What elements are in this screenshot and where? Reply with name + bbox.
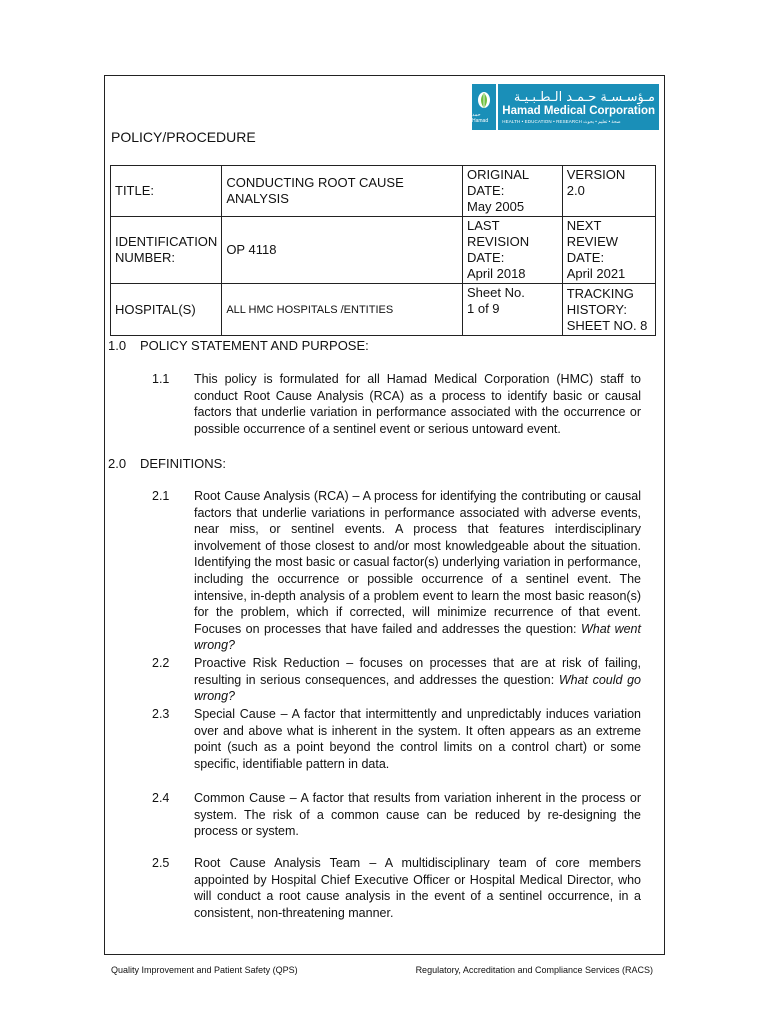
logo-tagline: HEALTH • EDUCATION • RESEARCH صحة • تعليم • بحوث <box>502 118 621 124</box>
footer-left: Quality Improvement and Patient Safety (QPS) <box>111 965 298 975</box>
section-heading-2 <box>108 456 226 471</box>
paragraph-number: 2.1 <box>152 489 170 503</box>
paragraph-2-2 <box>152 655 641 705</box>
hospital-value: ALL HMC HOSPITALS /ENTITIES <box>222 284 463 336</box>
logo-english-name: Hamad Medical Corporation <box>502 104 655 117</box>
section-heading-1 <box>108 338 369 353</box>
next-review-cell <box>562 217 655 284</box>
paragraph-text: Root Cause Analysis Team – A multidisciplinary team of core members appointed by Hospital Chief Executive Officer or Hospital Medical Director, who will conduct a root cause analysis in the event of a sentinel occurrence, in a consistent, non-threatening manner. <box>194 856 641 920</box>
section-number: 1.0 <box>108 338 127 353</box>
leaf-icon <box>476 91 492 111</box>
paragraph-number: 1.1 <box>152 372 170 386</box>
tracking-value: SHEET NO. 8 <box>566 317 648 333</box>
paragraph-text: This policy is formulated for all Hamad Medical Corporation (HMC) staff to conduct Root Cause Analysis (RCA) as a process to identify basic or causal factors that underlie variation in performance associated with the occurrence or possible occurrence of a sentinel event or serious untoward event. <box>194 372 641 436</box>
sheet-cell <box>463 284 563 336</box>
document-heading: POLICY/PROCEDURE <box>111 129 256 145</box>
section-title: DEFINITIONS: <box>140 456 226 471</box>
tracking-cell <box>562 284 655 336</box>
id-label: IDENTIFICATION NUMBER: <box>111 217 222 284</box>
hospital-label: HOSPITAL(S) <box>111 284 222 336</box>
document-metadata-table <box>110 165 656 336</box>
original-date-label: ORIGINAL DATE: <box>467 167 529 198</box>
last-revision-label: LAST REVISION DATE: <box>467 218 530 265</box>
sheet-label: Sheet No. <box>467 285 525 300</box>
id-value: OP 4118 <box>222 217 463 284</box>
paragraph-body: Proactive Risk Reduction – focuses on processes that are at risk of failing, resulting in serious consequences, and addresses the question: <box>194 656 641 687</box>
title-value: CONDUCTING ROOT CAUSE ANALYSIS <box>222 166 463 217</box>
footer-right: Regulatory, Accreditation and Compliance Services (RACS) <box>415 965 653 975</box>
section-title: POLICY STATEMENT AND PURPOSE: <box>140 338 369 353</box>
paragraph-1-1 <box>152 371 641 437</box>
section-number: 2.0 <box>108 456 127 471</box>
paragraph-text <box>194 488 641 654</box>
paragraph-question: What went wrong? <box>194 621 641 653</box>
logo-arabic-name: مـؤسـسـة حـمـد الـطـبـيـة <box>513 89 655 105</box>
sheet-value: 1 of 9 <box>467 301 500 316</box>
paragraph-body: Root Cause Analysis (RCA) – A process for identifying the contributing or causal factors that underlie variations in performance associated with adverse events, near miss, or sentinel events. A process that features interdisciplinary involvement of those closest to and/or most knowledgeable about the situation. Identifying the most basic or casual factor(s) underlying variation in performance, including the occurrence or possible occurrence of a sentinel event. The intensive, in-depth analysis of a problem event to learn the most basic reason(s) for the problem, which if corrected, will minimize recurrence of that event. Focuses on processes that have failed and addresses the question: <box>194 489 641 636</box>
original-date-cell <box>463 166 563 217</box>
paragraph-number: 2.3 <box>152 707 170 721</box>
next-review-value: April 2021 <box>566 266 626 281</box>
tracking-label: TRACKING HISTORY: <box>566 285 634 317</box>
paragraph-number: 2.5 <box>152 856 170 870</box>
last-revision-value: April 2018 <box>467 266 526 281</box>
paragraph-text: Special Cause – A factor that intermittently and unpredictably induces variation over and above what is inherent in the system. It often appears as an extreme point (such as a point beyond the control limits on a control chart) or some specific, identifiable pattern in data. <box>194 707 641 771</box>
meta-row-hospital <box>111 284 656 336</box>
meta-row-identification <box>111 217 656 284</box>
version-label: VERSION <box>566 167 626 182</box>
next-review-label: NEXT REVIEW DATE: <box>566 218 619 265</box>
paragraph-2-3 <box>152 706 641 772</box>
paragraph-2-1 <box>152 488 641 654</box>
paragraph-number: 2.2 <box>152 656 170 670</box>
paragraph-question: What could go wrong? <box>194 672 641 704</box>
original-date-value: May 2005 <box>467 199 525 214</box>
logo-mark <box>472 84 496 130</box>
logo-mark-text: حمد Hamad <box>472 111 489 124</box>
version-cell <box>562 166 655 217</box>
logo-text-block <box>498 84 659 130</box>
version-value: 2.0 <box>566 183 585 198</box>
paragraph-number: 2.4 <box>152 791 170 805</box>
last-revision-cell <box>463 217 563 284</box>
meta-row-title <box>111 166 656 217</box>
paragraph-2-5 <box>152 855 641 921</box>
paragraph-text: Common Cause – A factor that results from variation inherent in the process or system. The risk of a common cause can be reduced by re-designing the process or system. <box>194 791 641 839</box>
paragraph-text <box>194 655 641 705</box>
paragraph-2-4 <box>152 790 641 840</box>
title-label: TITLE: <box>111 166 222 217</box>
hmc-logo <box>472 84 659 130</box>
